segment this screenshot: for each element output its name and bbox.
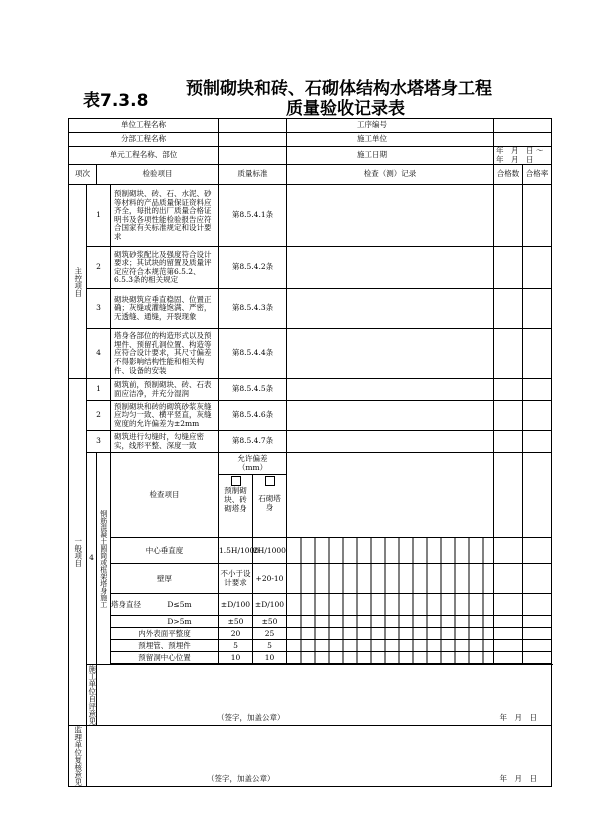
tol-row-2-v1: 不小于设计要求 [219,564,253,594]
tol-row-6-v2: 5 [253,640,287,652]
table-number: 表7.3.8 [83,91,149,111]
supervision-sign-text: （签字，加盖公章） [207,773,275,783]
mc-3-std: 第8.5.4.3条 [219,289,287,329]
mc-3-text: 砌块砌筑应垂直稳固、位置正确；灰缝或灌缝饱满、严密，无透缝、通缝，开裂现象 [111,289,219,329]
construction-date-value[interactable] [494,146,559,165]
tol-row-3-v1: ±D/100 [219,594,253,616]
mc-1-text: 预制砌块、砖、石、水泥、砂等材料的产品质量保证资料应齐全，每批的出厂质量合格证明书及各项性能检验报告应符合国家有关标准规定和设计要求 [111,185,219,247]
tol-diameter-group: 塔身直径 [111,599,141,609]
gen-4-tolerance-label: 允许偏差（mm） [237,454,268,472]
construction-unit-value[interactable] [494,133,552,147]
col-quality-std: 质量标准 [219,165,287,185]
tol-row-7-record[interactable] [287,652,494,664]
tol-row-4-v1: ±50 [219,616,253,628]
tol-row-4-sub: D>5m [111,616,219,628]
tol-row-1-pass-count[interactable] [494,538,523,564]
gen-2-std: 第8.5.4.6条 [219,401,287,431]
mc-4-pass-rate[interactable] [523,329,552,379]
mc-4-text: 塔身各部位的构造形式以及预埋件、预留孔洞位置、构造等应符合设计要求，其尺寸偏差不得影响结构性能和相关构件、设备的安装 [111,329,219,379]
tol-row-1-name: 中心垂直度 [111,538,219,564]
construction-opinion-box[interactable] [97,665,552,726]
col-check-item: 检验项目 [97,165,219,185]
tol-row-2-pass-rate[interactable] [523,564,552,594]
gen-3-text: 砌筑进行勾缝时，勾缝应密实，线形平整、深度一致 [111,431,219,453]
mc-2-pass-count[interactable] [494,247,523,289]
mc-1-no: 1 [87,185,111,247]
col-pass-count: 合格数 [494,165,523,185]
construction-sign-row [97,714,551,726]
construction-sign-text: （签字，加盖公章） [217,712,285,722]
gen-1-pass-rate[interactable] [523,379,552,401]
col-record: 检查（测）记录 [287,165,494,185]
gen-2-pass-count[interactable] [494,401,523,431]
tol-row-7-pass-count[interactable] [494,652,523,664]
col-item-seq: 项次 [69,165,97,185]
tol-row-7-v2: 10 [253,652,287,664]
mc-1-pass-count[interactable] [494,185,523,247]
tol-row-6-v1: 5 [219,640,253,652]
mc-4-record[interactable] [287,329,494,379]
gen-3-pass-count[interactable] [494,431,523,453]
tol-row-4-v2: ±50 [253,616,287,628]
mc-4-pass-count[interactable] [494,329,523,379]
mc-2-pass-rate[interactable] [523,247,552,289]
col-pass-rate: 合格率 [523,165,552,185]
gen-4-subcol2-checkbox[interactable] [265,476,275,486]
supervision-opinion-box[interactable] [87,726,552,787]
gen-2-text: 预制砌块和砖的砌筑砂浆灰缝应均匀一致、横平竖直，灰缝宽度的允许偏差为±2mm [111,401,219,431]
supervision-sign-row [87,775,551,787]
gen-3-std: 第8.5.4.7条 [219,431,287,453]
gen-2-record[interactable] [287,401,494,431]
supervision-opinion-label: 监理单位复核意见 [69,726,87,787]
construction-date-label: 施工日期 [287,147,494,165]
gen-4-header-pass-count[interactable] [494,453,523,538]
gen-4-header-record[interactable] [287,453,494,538]
gen-1-text: 砌筑前，预制砌块、砖、石表面应洁净，并充分湿润 [111,379,219,401]
construction-opinion-label: 施工单位自评意见 [87,665,97,726]
tol-row-2-v2: +20-10 [253,564,287,594]
sub-project-label: 分部工程名称 [69,133,219,147]
tol-row-6-name: 预埋管、预埋件 [111,640,219,652]
mc-2-no: 2 [87,247,111,289]
tol-row-3-pass-count[interactable] [494,594,523,616]
gen-4-subcol1-label: 预制砌块、砖砌塔身 [224,486,247,513]
mc-1-std: 第8.5.4.1条 [219,185,287,247]
mc-3-no: 3 [87,289,111,329]
page-title-line2: 质量验收记录表 [286,99,405,119]
tol-row-3-cell [111,594,219,616]
tol-row-5-v1: 20 [219,628,253,640]
tol-row-1-record[interactable] [287,538,494,564]
tol-row-6-pass-count[interactable] [494,640,523,652]
tol-row-5-pass-rate[interactable] [523,628,552,640]
process-no-value[interactable] [494,119,552,133]
gen-4-no: 4 [87,453,97,665]
mc-4-no: 4 [87,329,111,379]
unit-project-label: 单位工程名称 [69,119,219,133]
tol-row-4-pass-rate[interactable] [523,616,552,628]
construction-sign-date: 年 月 日 [499,712,537,722]
tol-row-2-name: 壁厚 [111,564,219,594]
tol-row-3-v2: ±D/100 [253,594,287,616]
gen-4-side-label: 钢筋混凝土圆筒或框架塔身施工 [97,453,111,665]
gen-1-pass-count[interactable] [494,379,523,401]
tol-row-6-pass-rate[interactable] [523,640,552,652]
gen-4-subcol2 [253,475,286,537]
tol-row-5-pass-count[interactable] [494,628,523,640]
tol-row-7-v1: 10 [219,652,253,664]
mc-3-record[interactable] [287,289,494,329]
tol-row-3-record[interactable] [287,594,494,616]
element-project-label: 单元工程名称、部位 [69,147,219,165]
tol-row-2-record[interactable] [287,564,494,594]
mc-3-pass-count[interactable] [494,289,523,329]
tol-row-3-sub: D≤5m [167,599,192,609]
tol-row-7-pass-rate[interactable] [523,652,552,664]
gen-1-record[interactable] [287,379,494,401]
mc-4-std: 第8.5.4.4条 [219,329,287,379]
main-control-label: 主控项目 [69,185,87,379]
sub-project-value[interactable] [219,133,287,147]
mc-1-record[interactable] [287,185,494,247]
unit-project-value[interactable] [219,119,287,133]
tol-row-6-record[interactable] [287,640,494,652]
mc-2-record[interactable] [287,247,494,289]
construction-unit-label: 施工单位 [287,133,494,147]
page-title-line1: 预制砌块和砖、石砌体结构水塔塔身工程 [186,79,492,99]
construction-date-text: 年 月 日 ～ 年 月 日 [496,146,559,164]
gen-1-no: 1 [87,379,111,401]
tol-row-5-record[interactable] [287,628,494,640]
process-no-label: 工序编号 [287,119,494,133]
mc-1-pass-rate[interactable] [523,185,552,247]
gen-4-header-pass-rate[interactable] [523,453,552,538]
tol-row-1-v1: 1.5H/1000 [219,538,253,564]
gen-4-subcol1 [219,475,253,537]
gen-4-subcol2-label: 石砌塔身 [258,494,281,512]
quality-record-table [68,118,559,787]
tol-row-5-name: 内外表面平整度 [111,628,219,640]
gen-4-subcol1-checkbox[interactable] [231,476,241,486]
tol-row-4-record[interactable] [287,616,494,628]
tol-row-2-pass-count[interactable] [494,564,523,594]
tol-diameter-wrap [111,601,218,610]
gen-2-pass-rate[interactable] [523,401,552,431]
gen-2-no: 2 [87,401,111,431]
mc-3-pass-rate[interactable] [523,289,552,329]
gen-3-pass-rate[interactable] [523,431,552,453]
gen-3-no: 3 [87,431,111,453]
supervision-sign-date: 年 月 日 [499,773,537,783]
mc-2-text: 砌筑砂浆配比及强度符合设计要求；其试块的留置及质量评定应符合本规范第6.5.2、6.5.3条的相关规定 [111,247,219,289]
gen-1-std: 第8.5.4.5条 [219,379,287,401]
tol-row-7-name: 预留洞中心位置 [111,652,219,664]
tol-row-5-v2: 25 [253,628,287,640]
gen-4-tolerance-header [219,453,287,538]
mc-2-std: 第8.5.4.2条 [219,247,287,289]
tol-row-1-v2: 2H/1000 [253,538,287,564]
general-label: 一般项目 [69,379,87,726]
element-project-value[interactable] [219,147,287,165]
tol-row-1-pass-rate[interactable] [523,538,552,564]
gen-3-record[interactable] [287,431,494,453]
gen-4-tolerance-subcols [219,474,286,537]
gen-4-check-item-text: 检查项目 [149,489,180,499]
tol-row-4-pass-count[interactable] [494,616,523,628]
gen-4-check-item-label [111,453,219,538]
tol-row-3-pass-rate[interactable] [523,594,552,616]
